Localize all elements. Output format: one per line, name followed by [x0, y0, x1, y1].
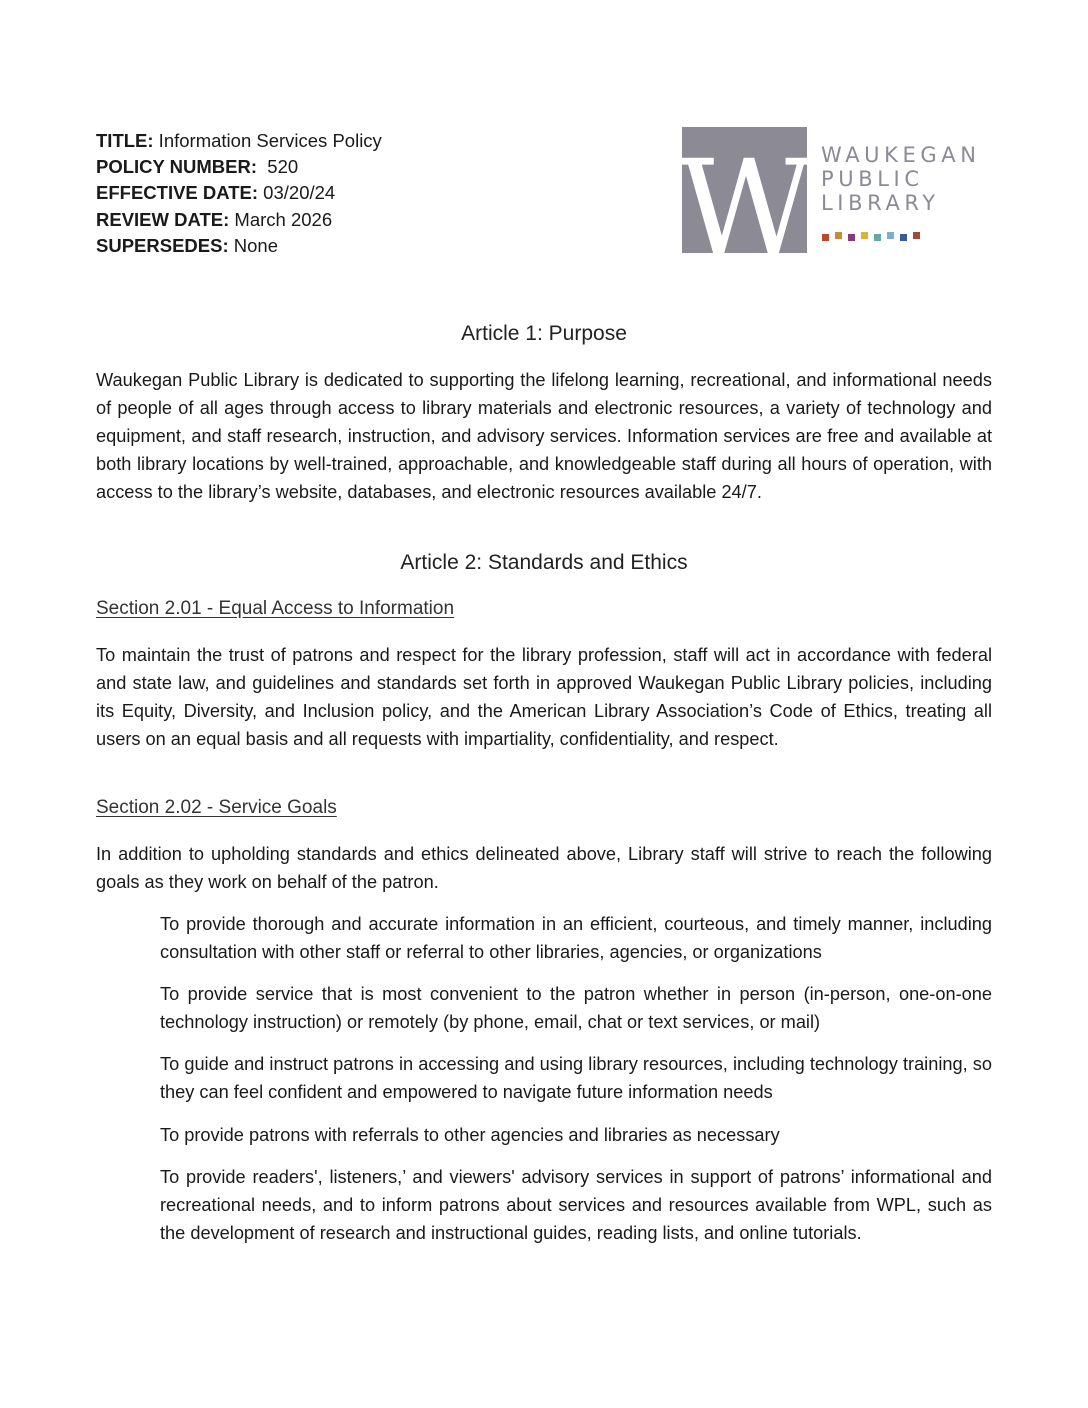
svg-text:W: W: [682, 132, 807, 253]
logo-swatch: [822, 234, 829, 241]
w-letter-icon: [682, 127, 807, 253]
service-goal-2: To provide service that is most convenient to the patron whether in person (in-person, one-on-one technology instruction) or remotely (by phone, email, chat or text services, or mail): [160, 984, 992, 1032]
effective-date-label: EFFECTIVE DATE:: [96, 182, 259, 204]
logo-line-2: PUBLIC: [821, 167, 924, 191]
title-value: Information Services Policy: [153, 130, 382, 151]
policy-number-label: POLICY NUMBER:: [96, 156, 258, 178]
service-goal-5: To provide readers', listeners,’ and viewers' advisory services in support of patrons’ informational and recreational needs, and to inform patrons about services and resources available from WPL, such as the development of research and instructional guides, reading lists, and online tutorials.: [160, 1167, 992, 1243]
title-line: [96, 128, 382, 154]
section-2-01-body: To maintain the trust of patrons and respect for the library profession, staff will act in accordance with federal and state law, and guidelines and standards set forth in approved Waukegan Public Library policies, including its Equity, Diversity, and Inclusion policy, and the American Library Association’s Code of Ethics, treating all users on an equal basis and all requests with impartiality, confidentiality, and respect.: [96, 645, 992, 749]
section-2-02-title: Section 2.02 - Service Goals: [96, 797, 337, 818]
logo-swatch: [887, 232, 894, 239]
service-goal-4: To provide patrons with referrals to other agencies and libraries as necessary: [160, 1125, 780, 1145]
article-1-body: Waukegan Public Library is dedicated to supporting the lifelong learning, recreational, and informational needs of people of all ages through access to library materials and electronic resources, a variety of technology and equipment, and staff research, instruction, and advisory services. Information services are free and available at both library locations by well-trained, approachable, and knowledgeable staff during all hours of operation, with access to the library’s website, databases, and electronic resources available 24/7.: [96, 370, 992, 502]
review-date-line: [96, 207, 382, 233]
logo-wordmark: [821, 143, 981, 215]
logo-swatch: [848, 234, 855, 241]
article-2-heading: Article 2: Standards and Ethics: [400, 551, 688, 574]
effective-date-line: [96, 180, 382, 206]
section-2-01-title: Section 2.01 - Equal Access to Information: [96, 598, 455, 619]
logo-swatch: [835, 232, 842, 239]
section-2-02-body: In addition to upholding standards and ethics delineated above, Library staff will strive to reach the following goals as they work on behalf of the patron.: [96, 844, 992, 892]
supersedes-value: None: [228, 234, 278, 256]
review-date-label: REVIEW DATE:: [96, 208, 230, 230]
logo-swatch: [861, 232, 868, 239]
supersedes-line: [96, 233, 382, 259]
policy-metadata: [96, 128, 382, 259]
logo-swatch: [900, 234, 907, 241]
effective-date-value: 03/20/24: [258, 182, 336, 204]
logo-swatch: [874, 234, 881, 241]
policy-number-value: 520: [257, 156, 299, 178]
supersedes-label: SUPERSEDES:: [96, 234, 229, 256]
logo-w-mark: [682, 127, 807, 253]
logo-line-3: LIBRARY: [821, 191, 940, 215]
logo-line-1: WAUKEGAN: [821, 143, 981, 167]
title-label: TITLE:: [96, 130, 154, 151]
library-logo: [682, 127, 992, 257]
service-goal-3: To guide and instruct patrons in accessing and using library resources, including technology training, so they can feel confident and empowered to navigate future information needs: [160, 1054, 992, 1102]
policy-number-line: [96, 154, 382, 180]
article-1-heading: Article 1: Purpose: [461, 322, 627, 345]
review-date-value: March 2026: [229, 208, 333, 230]
service-goal-1: To provide thorough and accurate information in an efficient, courteous, and timely manner, including consultation with other staff or referral to other libraries, agencies, or organizations: [160, 914, 992, 962]
logo-swatch: [913, 232, 920, 239]
